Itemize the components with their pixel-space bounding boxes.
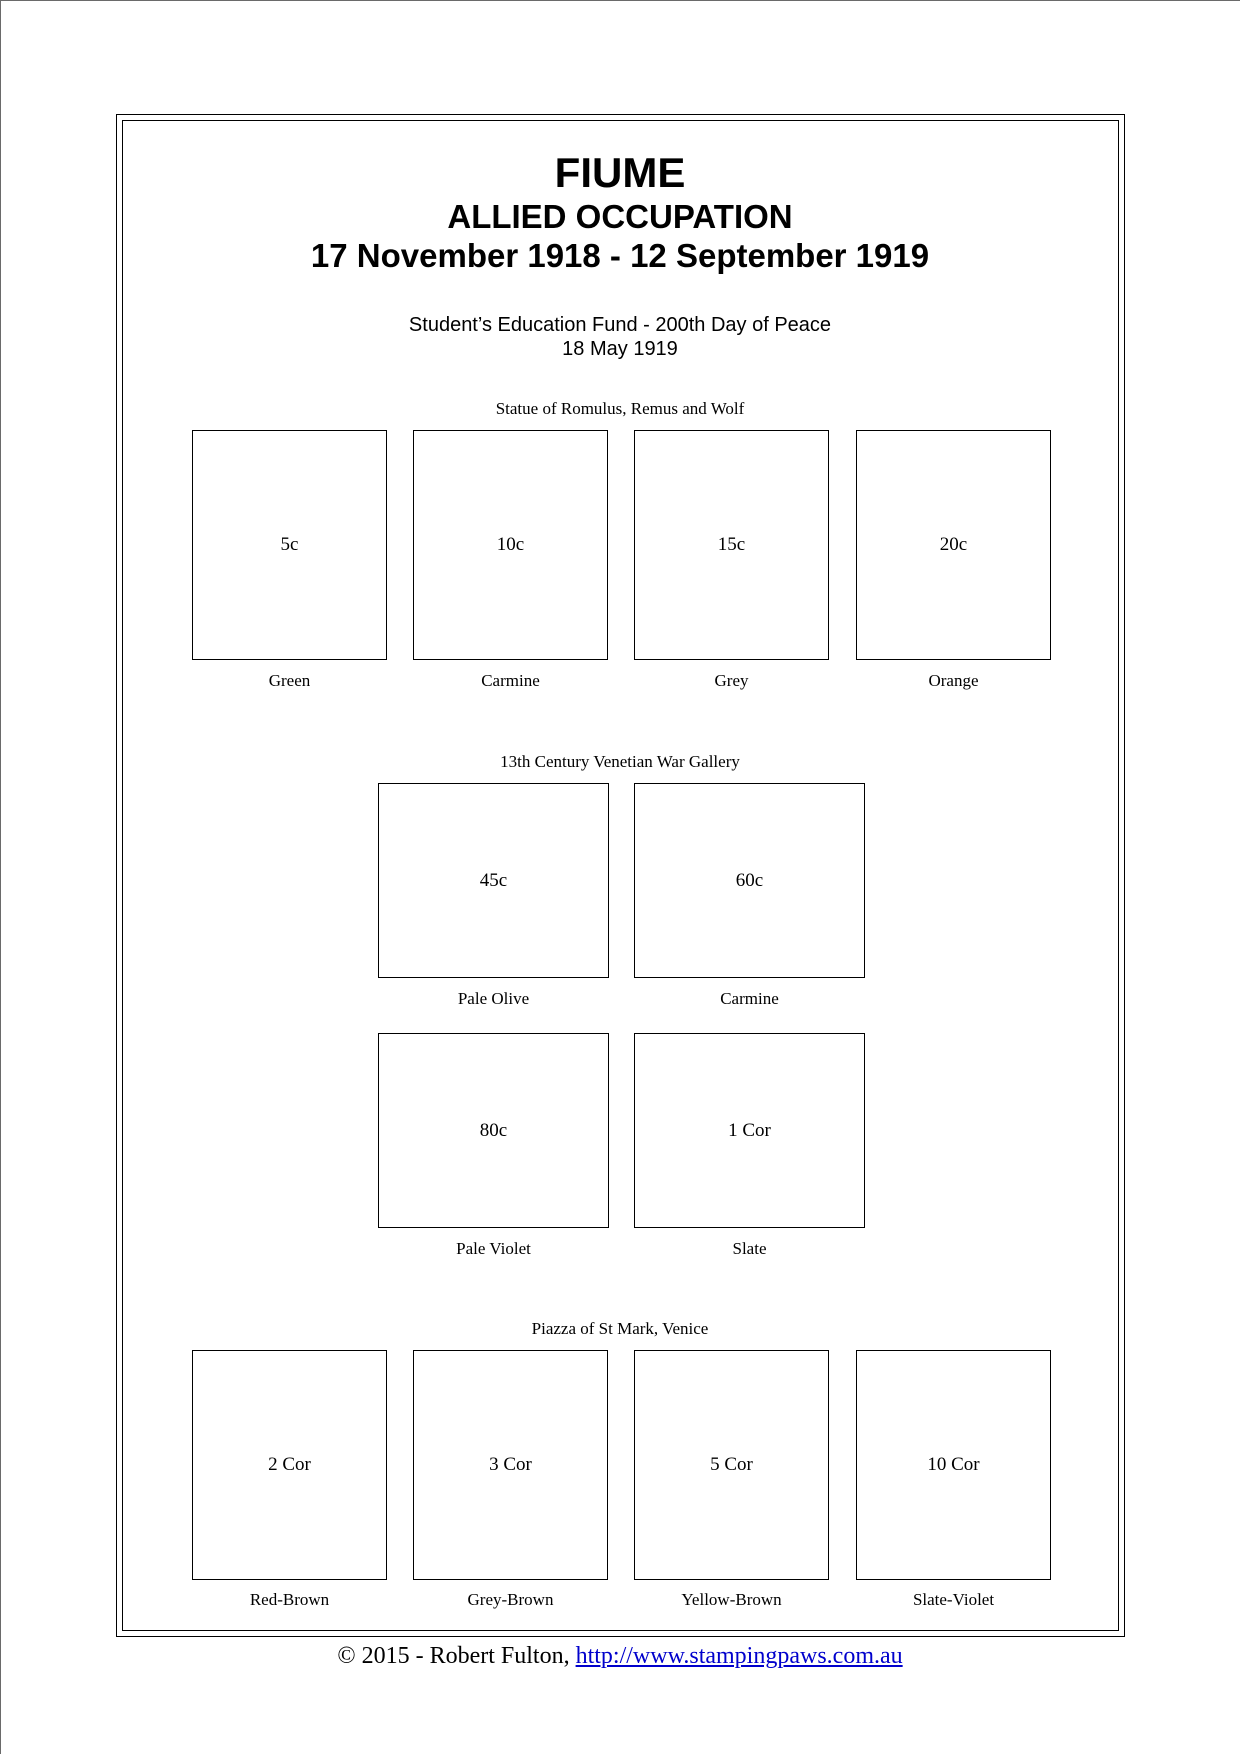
footer xyxy=(0,1641,1240,1671)
stamp-value: 5c xyxy=(280,534,299,555)
stamp-color: Yellow-Brown xyxy=(681,1590,782,1609)
stamp-color: Carmine xyxy=(481,671,540,690)
issue-name: Student’s Education Fund - 200th Day of Peace xyxy=(408,314,832,336)
stamp-value: 20c xyxy=(939,534,968,555)
stamp-space-80c xyxy=(378,1033,609,1228)
stamp-color: Grey xyxy=(714,671,749,690)
stamp-color: Pale Olive xyxy=(457,989,530,1008)
occupation-dates: 17 November 1918 - 12 September 1919 xyxy=(310,237,930,274)
stamp-value: 10 Cor xyxy=(927,1454,980,1475)
copyright-text: © 2015 - Robert Fulton, xyxy=(337,1643,576,1669)
stamp-value: 1 Cor xyxy=(728,1119,771,1141)
stamp-value: 5 Cor xyxy=(710,1454,753,1475)
stamp-color: Carmine xyxy=(720,989,779,1008)
stamp-space-5-cor xyxy=(634,1350,829,1580)
page-subtitle: ALLIED OCCUPATION xyxy=(447,198,793,235)
stamp-space-15c xyxy=(634,430,829,660)
stamp-space-60c xyxy=(634,783,865,978)
stamp-space-5c xyxy=(192,430,387,660)
stamp-value: 10c xyxy=(496,534,525,555)
stamp-color: Pale Violet xyxy=(456,1239,531,1258)
stamp-space-1-cor xyxy=(634,1033,865,1228)
group-title-war-gallery: 13th Century Venetian War Gallery xyxy=(500,752,740,771)
stamp-space-10-cor xyxy=(856,1350,1051,1580)
page-edge-top xyxy=(0,0,1240,1)
stamp-color: Green xyxy=(268,671,311,690)
stamp-value: 2 Cor xyxy=(268,1454,311,1475)
group-title-piazza: Piazza of St Mark, Venice xyxy=(531,1319,709,1338)
stamp-color: Slate-Violet xyxy=(912,1590,995,1609)
stamp-color: Grey-Brown xyxy=(467,1590,554,1609)
stamp-space-10c xyxy=(413,430,608,660)
stamp-space-2-cor xyxy=(192,1350,387,1580)
stamp-value: 15c xyxy=(717,534,746,555)
stamp-color: Orange xyxy=(928,671,979,690)
issue-date: 18 May 1919 xyxy=(562,338,678,360)
stamp-space-20c xyxy=(856,430,1051,660)
stamp-value: 3 Cor xyxy=(489,1454,532,1475)
stamp-space-45c xyxy=(378,783,609,978)
page-title: FIUME xyxy=(554,149,686,196)
stamp-color: Slate xyxy=(732,1239,767,1258)
stamp-value: 45c xyxy=(479,869,508,891)
stamp-color: Red-Brown xyxy=(249,1590,330,1609)
stamp-space-3-cor xyxy=(413,1350,608,1580)
group-title-romulus: Statue of Romulus, Remus and Wolf xyxy=(495,399,745,418)
stamp-value: 80c xyxy=(479,1119,508,1141)
website-link[interactable]: http://www.stampingpaws.com.au xyxy=(575,1643,903,1669)
stamp-value: 60c xyxy=(735,869,764,891)
